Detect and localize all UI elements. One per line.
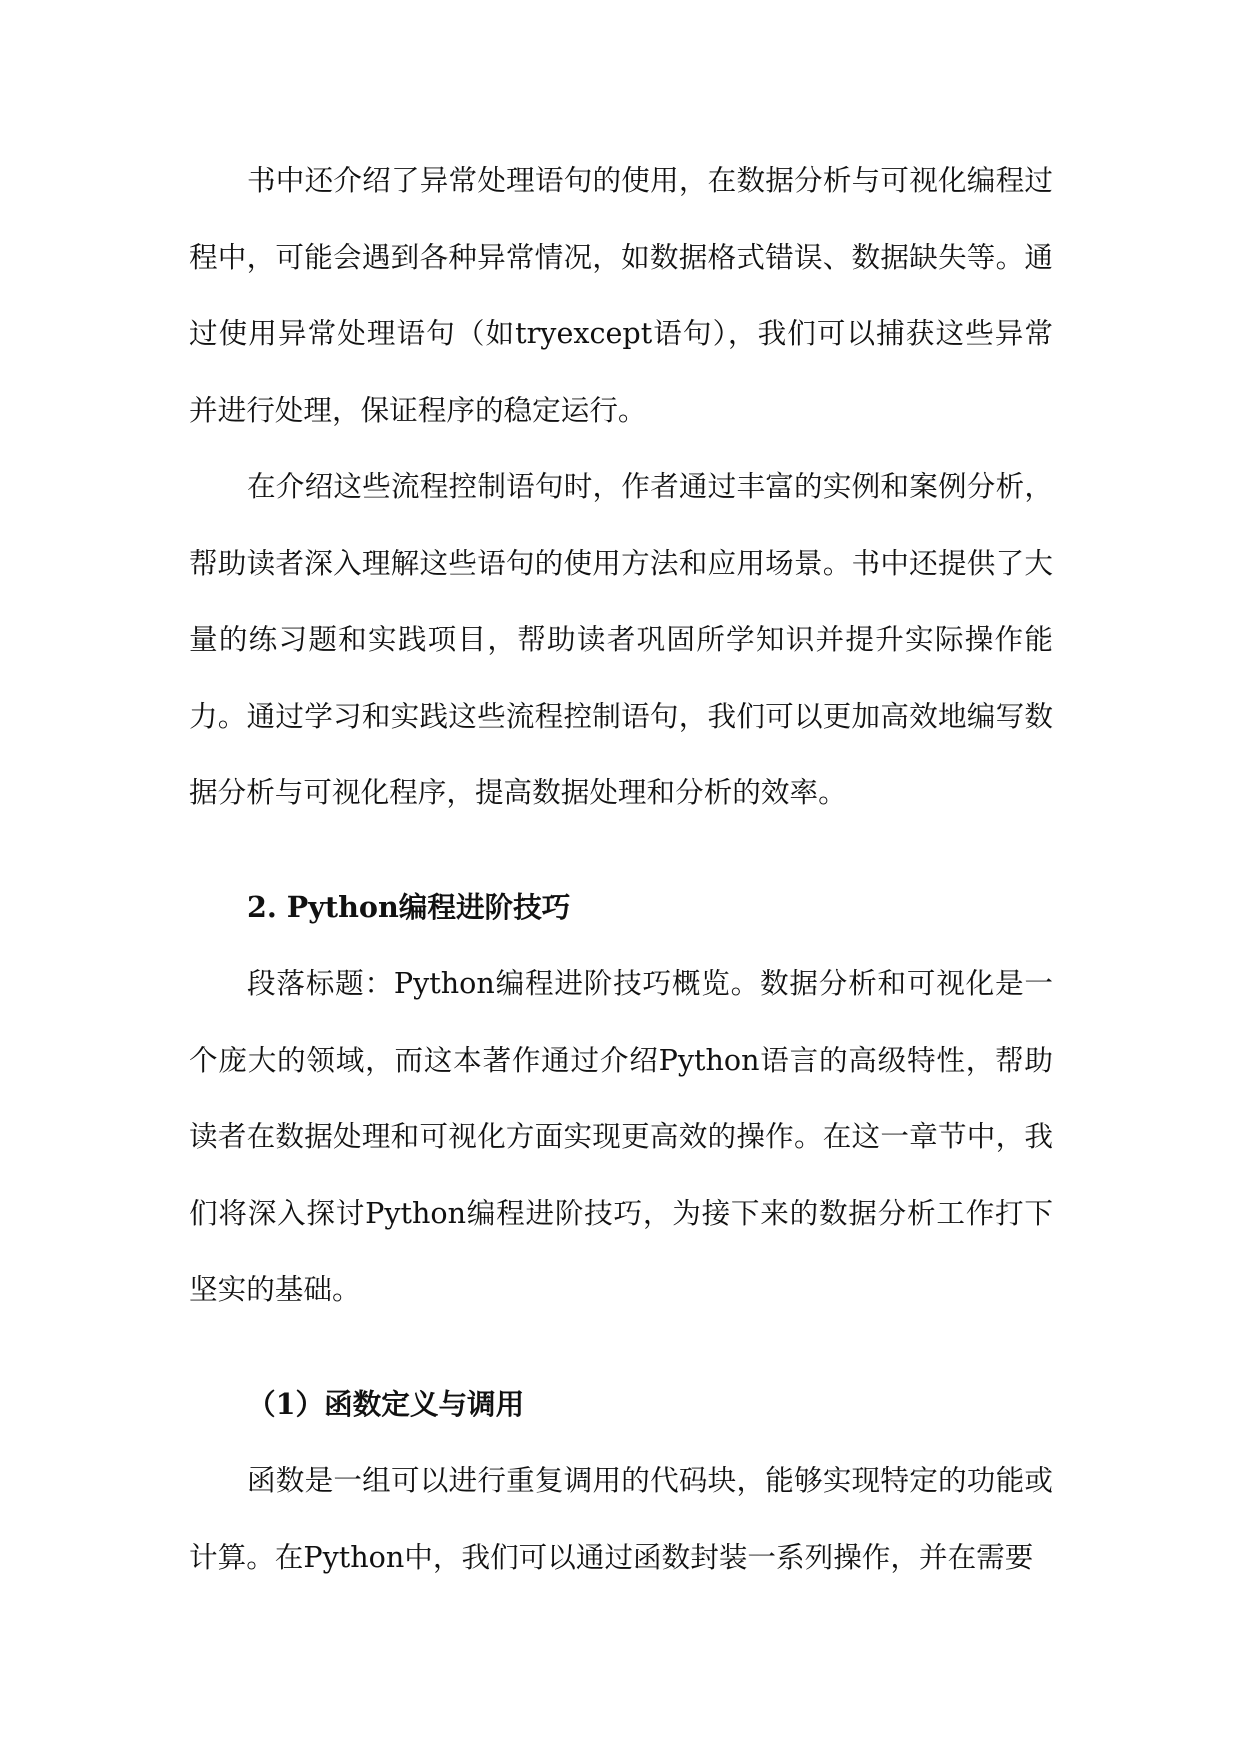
paragraph-flow-control-summary: 在介绍这些流程控制语句时，作者通过丰富的实例和案例分析，帮助读者深入理解这些语句的使用方法和应用场景。书中还提供了大量的练习题和实践项目，帮助读者巩固所学知识并提升实际操作能力。通过学习和实践这些流程控制语句，我们可以更加高效地编写数据分析与可视化程序，提高数据处理和分析的效率。 [189, 469, 1053, 809]
paragraph-advanced-overview: 段落标题：Python编程进阶技巧概览。数据分析和可视化是一个庞大的领域，而这本著作通过介绍Python语言的高级特性，帮助读者在数据处理和可视化方面实现更高效的操作。在这一章节中，我们将深入探讨Python编程进阶技巧，为接下来的数据分析工作打下坚实的基础。 [189, 966, 1053, 1306]
paragraph-exception-handling: 书中还介绍了异常处理语句的使用，在数据分析与可视化编程过程中，可能会遇到各种异常情况，如数据格式错误、数据缺失等。通过使用异常处理语句（如tryexcept语句），我们可以捕获这些异常并进行处理，保证程序的稳定运行。 [189, 163, 1053, 427]
paragraph-functions-intro: 函数是一组可以进行重复调用的代码块，能够实现特定的功能或计算。在Python中，我们可以通过函数封装一系列操作，并在需要 [189, 1463, 1053, 1574]
subsection-heading-functions: （1）函数定义与调用 [247, 1386, 525, 1421]
section-spacer [189, 831, 1053, 869]
section-heading-advanced-python: 2. Python编程进阶技巧 [247, 889, 571, 924]
document-page [189, 142, 1053, 1595]
section-spacer [189, 1328, 1053, 1366]
